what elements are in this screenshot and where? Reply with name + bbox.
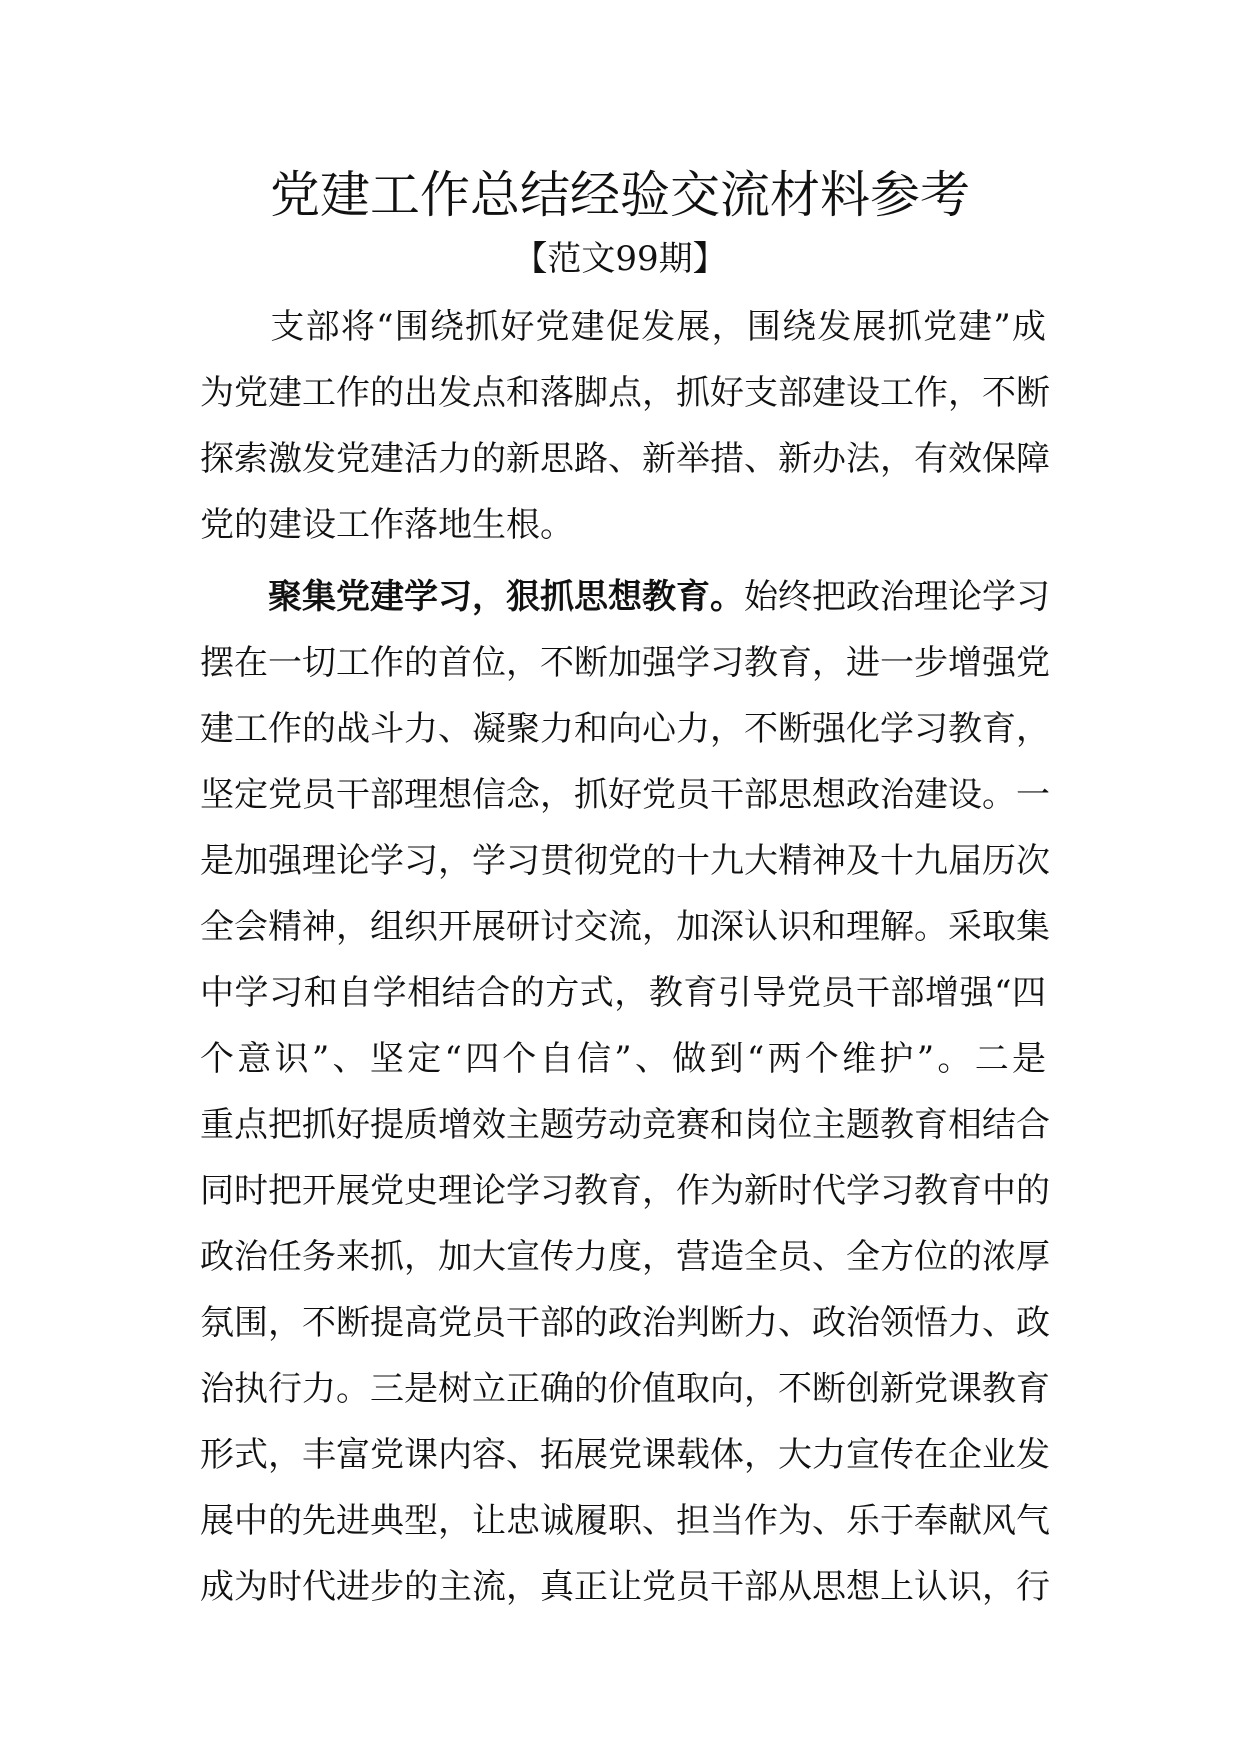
text-line: 政治任务来抓，加大宣传力度，营造全员、全方位的浓厚 bbox=[200, 1237, 1050, 1277]
text-line: 治执行力。三是树立正确的价值取向，不断创新党课教育 bbox=[200, 1369, 1050, 1409]
document-subtitle: 【范文99期】 bbox=[513, 239, 727, 279]
text-line: 党的建设工作落地生根。 bbox=[200, 505, 574, 545]
text-line: 中学习和自学相结合的方式，教育引导党员干部增强“四 bbox=[200, 973, 1046, 1013]
paragraph-2 bbox=[200, 564, 1050, 1620]
text-line: 成为时代进步的主流，真正让党员干部从思想上认识，行 bbox=[200, 1567, 1050, 1607]
text-line: 展中的先进典型，让忠诚履职、担当作为、乐于奉献风气 bbox=[200, 1501, 1050, 1541]
text-line: 氛围，不断提高党员干部的政治判断力、政治领悟力、政 bbox=[200, 1303, 1050, 1343]
paragraph-heading: 聚集党建学习，狠抓思想教育。 bbox=[200, 577, 744, 617]
document-body bbox=[200, 294, 1050, 1620]
text-line: 坚定党员干部理想信念，抓好党员干部思想政治建设。一 bbox=[200, 775, 1050, 815]
paragraph-1 bbox=[200, 294, 1050, 558]
text-line: 是加强理论学习，学习贯彻党的十九大精神及十九届历次 bbox=[200, 841, 1050, 881]
text-line: 重点把抓好提质增效主题劳动竞赛和岗位主题教育相结合 bbox=[200, 1105, 1050, 1145]
text-line bbox=[200, 564, 1050, 630]
text-line: 探索激发党建活力的新思路、新举措、新办法，有效保障 bbox=[200, 439, 1050, 479]
text-line: 支部将“围绕抓好党建促发展，围绕发展抓党建”成 bbox=[200, 307, 1046, 347]
text-line: 为党建工作的出发点和落脚点，抓好支部建设工作，不断 bbox=[200, 373, 1050, 413]
text-line: 个意识”、坚定“四个自信”、做到“两个维护”。二是 bbox=[200, 1039, 1046, 1079]
text-line: 摆在一切工作的首位，不断加强学习教育，进一步增强党 bbox=[200, 643, 1050, 683]
document-title: 党建工作总结经验交流材料参考 bbox=[270, 166, 970, 224]
text-line: 全会精神，组织开展研讨交流，加深认识和理解。采取集 bbox=[200, 907, 1050, 947]
text-line: 同时把开展党史理论学习教育，作为新时代学习教育中的 bbox=[200, 1171, 1050, 1211]
text-line: 建工作的战斗力、凝聚力和向心力，不断强化学习教育， bbox=[200, 709, 1050, 749]
text-span: 始终把政治理论学习 bbox=[744, 577, 1050, 617]
text-line: 形式，丰富党课内容、拓展党课载体，大力宣传在企业发 bbox=[200, 1435, 1050, 1475]
